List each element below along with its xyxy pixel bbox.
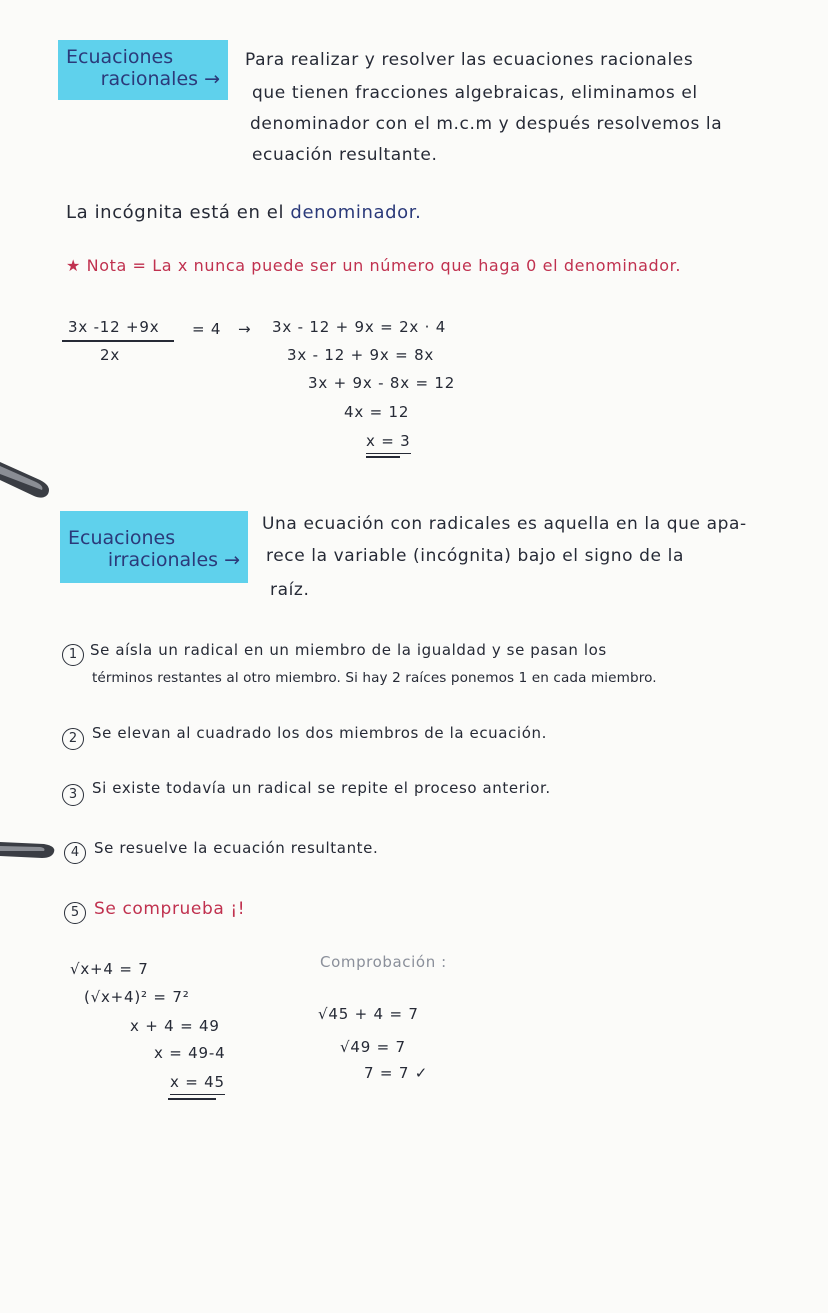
section2-desc-line1: Una ecuación con radicales es aquella en la que apa- <box>262 514 747 534</box>
step3-line1: Si existe todavía un radical se repite el proceso anterior. <box>92 779 551 797</box>
example1-result-double-underline <box>366 456 400 458</box>
example1-arrow: → <box>238 320 252 338</box>
pen-clip-bottom <box>0 836 60 866</box>
example1-equals: = 4 <box>192 320 222 338</box>
nota-line: ★ Nota = La x nunca puede ser un número que haga 0 el denominador. <box>66 256 682 275</box>
check-line2: √49 = 7 <box>340 1038 406 1056</box>
example2-line4: x = 49-4 <box>154 1044 226 1062</box>
section1-desc-line1: Para realizar y resolver las ecuaciones racionales <box>245 50 694 70</box>
step3-number: 3 <box>62 784 84 806</box>
example1-step4: 4x = 12 <box>344 403 410 421</box>
step4-number: 4 <box>64 842 86 864</box>
example1-denominator: 2x <box>100 346 121 364</box>
check-line1: √45 + 4 = 7 <box>318 1005 419 1023</box>
step1-line2: términos restantes al otro miembro. Si hay 2 raíces ponemos 1 en cada miembro. <box>92 670 657 686</box>
section2-title-line1: Ecuaciones <box>68 527 176 549</box>
step2-line1: Se elevan al cuadrado los dos miembros de la ecuación. <box>92 724 547 742</box>
example1-fraction-bar <box>62 340 174 342</box>
unknown-note-word: denominador. <box>290 202 422 223</box>
section1-title-highlight <box>58 40 228 100</box>
section1-desc-line4: ecuación resultante. <box>252 145 438 165</box>
check-title: Comprobación : <box>320 953 447 971</box>
check-line3: 7 = 7 ✓ <box>364 1064 429 1082</box>
unknown-note-prefix: La incógnita está en el <box>66 202 285 223</box>
example2-result: x = 45 <box>170 1073 225 1095</box>
step5-number: 5 <box>64 902 86 924</box>
example2-line3: x + 4 = 49 <box>130 1017 220 1035</box>
step2-number: 2 <box>62 728 84 750</box>
example1-step3: 3x + 9x - 8x = 12 <box>308 374 456 392</box>
section2-desc-line2: rece la variable (incógnita) bajo el signo de la <box>266 546 684 566</box>
section1-desc-line3: denominador con el m.c.m y después resolvemos la <box>250 114 723 134</box>
section1-title-line2: racionales → <box>100 68 220 90</box>
step1-number: 1 <box>62 644 84 666</box>
step5-line1: Se comprueba ¡! <box>94 899 246 919</box>
example1-numerator: 3x -12 +9x <box>68 318 160 336</box>
unknown-note <box>66 203 421 223</box>
section2-desc-line3: raíz. <box>270 580 310 600</box>
example2-line2: (√x+4)² = 7² <box>84 988 190 1006</box>
step4-line1: Se resuelve la ecuación resultante. <box>94 839 379 857</box>
example1-step2: 3x - 12 + 9x = 8x <box>287 346 435 364</box>
section2-title-highlight <box>60 511 248 583</box>
example2-result-double-underline <box>168 1098 216 1100</box>
pen-clip-top <box>0 450 56 510</box>
section1-title-line1: Ecuaciones <box>66 46 174 68</box>
example2-line1: √x+4 = 7 <box>70 960 149 978</box>
example1-step1: 3x - 12 + 9x = 2x · 4 <box>272 318 447 336</box>
example1-result: x = 3 <box>366 432 411 454</box>
section2-title-line2: irracionales → <box>107 549 240 571</box>
step1-line1: Se aísla un radical en un miembro de la igualdad y se pasan los <box>90 641 607 659</box>
section1-desc-line2: que tienen fracciones algebraicas, eliminamos el <box>252 83 698 103</box>
